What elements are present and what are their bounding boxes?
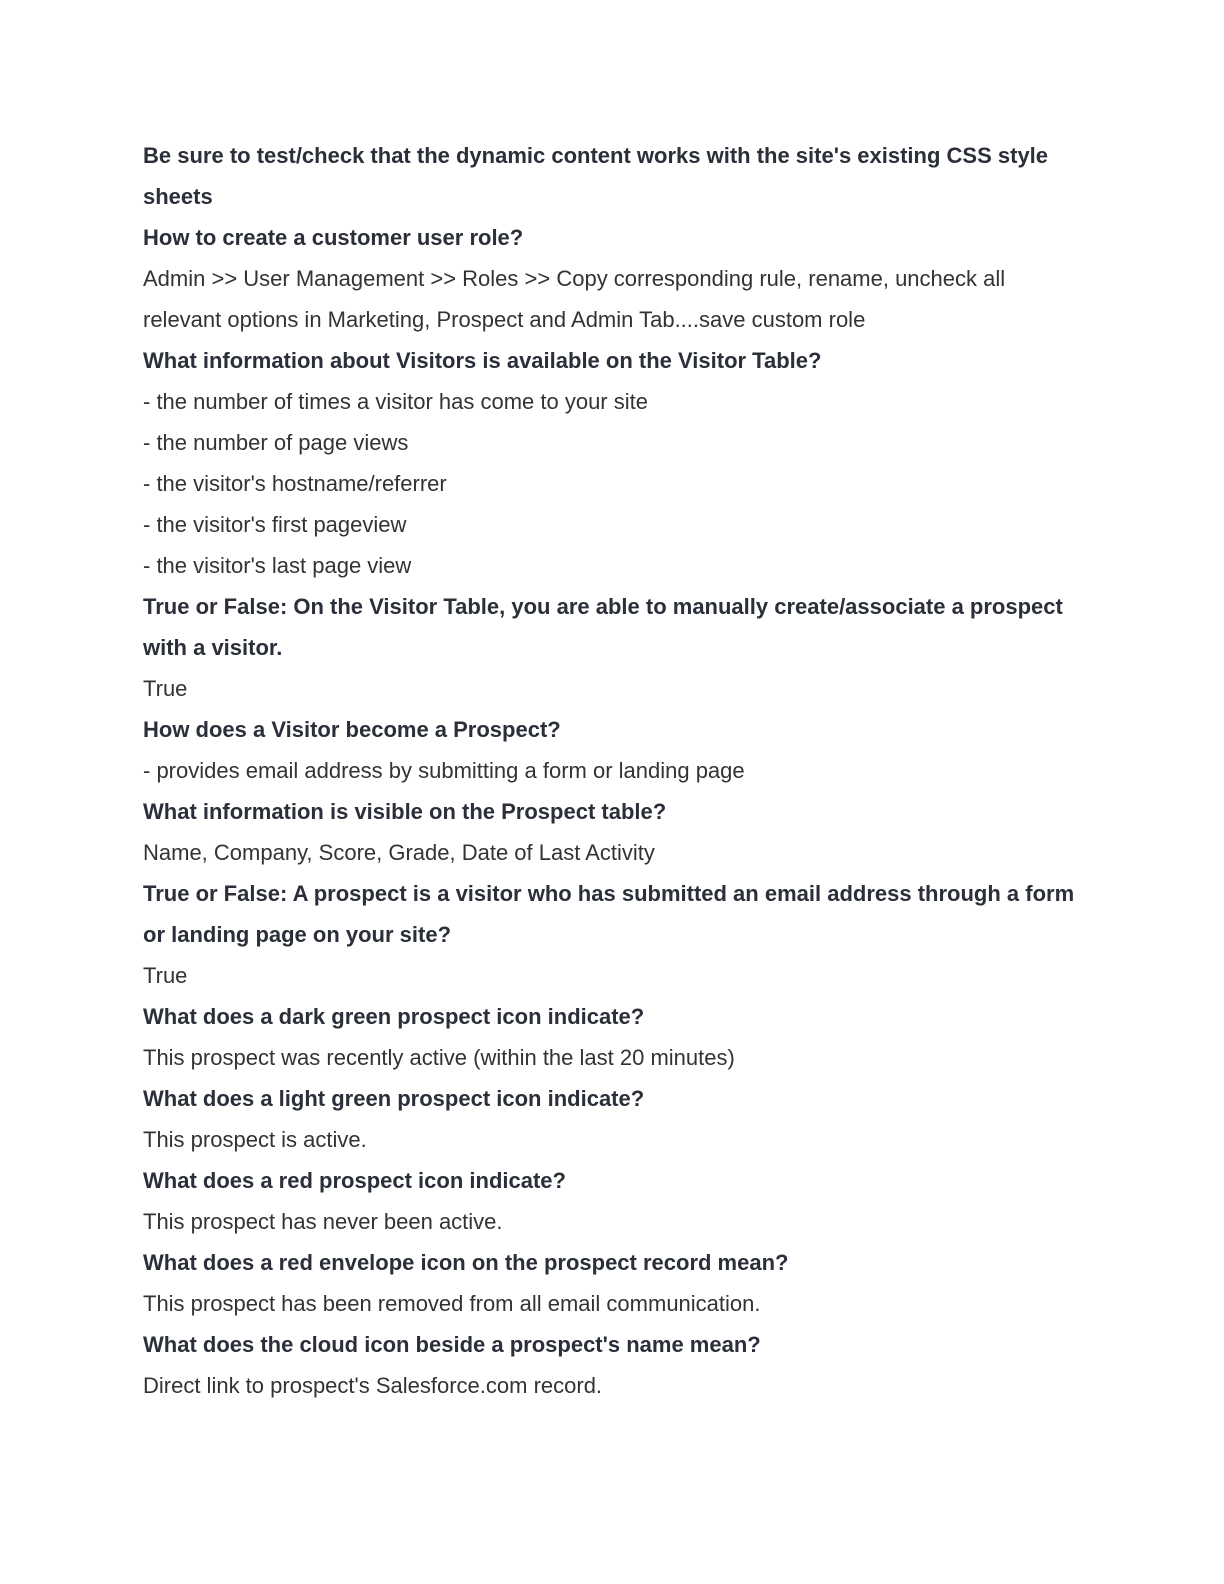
- document-page: [143, 135, 1083, 1406]
- question-dark-green-icon: What does a dark green prospect icon indicate?: [143, 1004, 645, 1029]
- question-visitor-to-prospect: How does a Visitor become a Prospect?: [143, 717, 561, 742]
- answer-true: True: [143, 676, 188, 701]
- answer-light-green-icon: This prospect is active.: [143, 1127, 367, 1152]
- question-cloud-icon: What does the cloud icon beside a prospect's name mean?: [143, 1332, 761, 1357]
- answer-cloud-icon: Direct link to prospect's Salesforce.com record.: [143, 1373, 603, 1398]
- answer-item: - the visitor's first pageview: [143, 512, 407, 537]
- question-prospect-table-info: What information is visible on the Prospect table?: [143, 799, 667, 824]
- question-red-envelope-icon: What does a red envelope icon on the prospect record mean?: [143, 1250, 789, 1275]
- answer-red-envelope-icon: This prospect has been removed from all email communication.: [143, 1291, 761, 1316]
- question-visitor-table-info: What information about Visitors is available on the Visitor Table?: [143, 348, 822, 373]
- answer-dark-green-icon: This prospect was recently active (within the last 20 minutes): [143, 1045, 735, 1070]
- note-css-check: Be sure to test/check that the dynamic content works with the site's existing CSS style sheets: [143, 143, 1049, 209]
- answer-custom-role: Admin >> User Management >> Roles >> Copy corresponding rule, rename, uncheck all relevant options in Marketing, Prospect and Admin Tab....save custom role: [143, 266, 1006, 332]
- answer-item: - the number of times a visitor has come to your site: [143, 389, 648, 414]
- answer-red-icon: This prospect has never been active.: [143, 1209, 503, 1234]
- question-light-green-icon: What does a light green prospect icon indicate?: [143, 1086, 645, 1111]
- answer-item: - the visitor's hostname/referrer: [143, 471, 447, 496]
- answer-item: - the visitor's last page view: [143, 553, 412, 578]
- answer-prospect-table-info: Name, Company, Score, Grade, Date of Last Activity: [143, 840, 655, 865]
- question-associate-prospect: True or False: On the Visitor Table, you are able to manually create/associate a prospect with a visitor.: [143, 594, 1063, 660]
- answer-true: True: [143, 963, 188, 988]
- question-custom-role: How to create a customer user role?: [143, 225, 524, 250]
- question-red-icon: What does a red prospect icon indicate?: [143, 1168, 566, 1193]
- answer-item: - the number of page views: [143, 430, 409, 455]
- question-prospect-definition: True or False: A prospect is a visitor who has submitted an email address through a form or landing page on your site?: [143, 881, 1075, 947]
- answer-visitor-to-prospect: - provides email address by submitting a form or landing page: [143, 758, 745, 783]
